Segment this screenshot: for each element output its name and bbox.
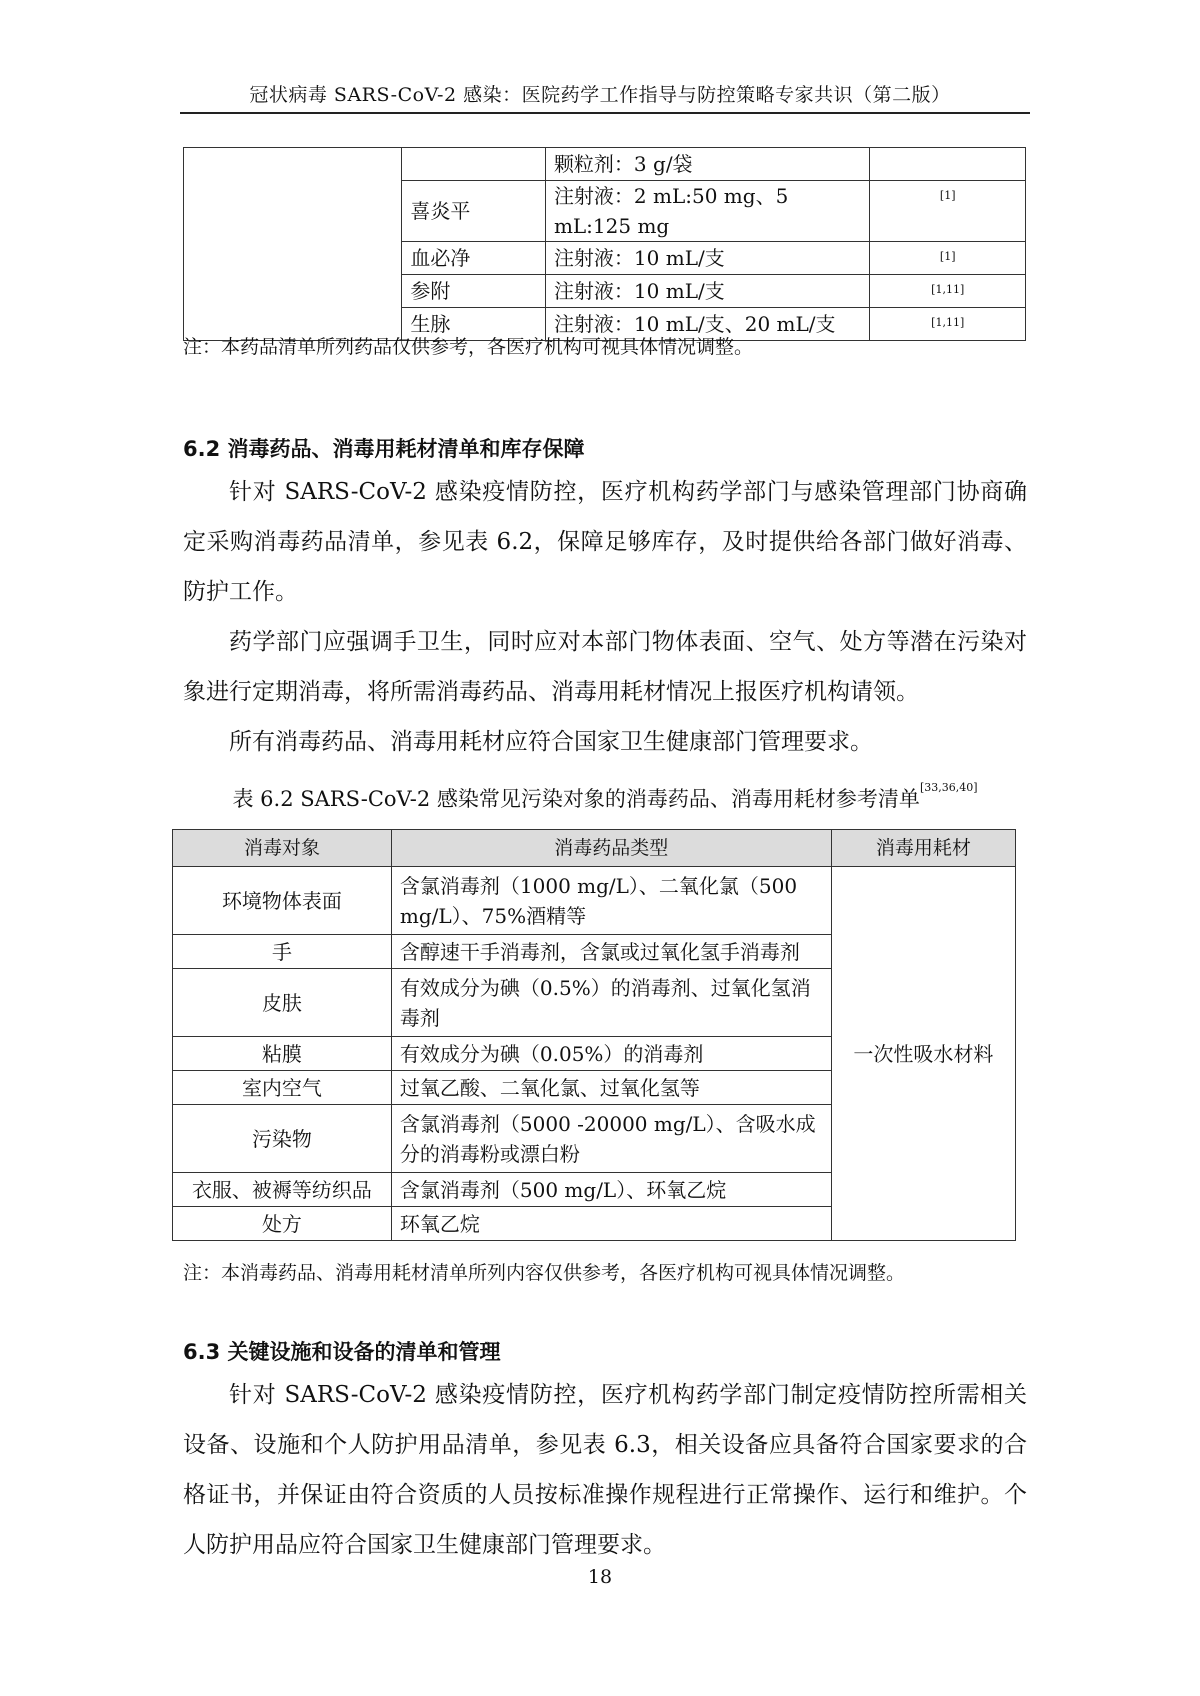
reference-cell: [1,11] xyxy=(870,308,1026,341)
running-header: 冠状病毒 SARS-CoV-2 感染：医院药学工作指导与防控策略专家共识（第二版） xyxy=(249,84,951,106)
drug-spec-cell: 注射液：10 mL/支 xyxy=(545,242,869,275)
object-cell: 处方 xyxy=(173,1207,392,1241)
drug-spec-cell: 注射液：10 mL/支 xyxy=(545,275,869,308)
table-header-row xyxy=(173,830,1016,867)
object-cell: 粘膜 xyxy=(173,1037,392,1071)
object-cell: 室内空气 xyxy=(173,1071,392,1105)
column-header: 消毒对象 xyxy=(173,830,392,867)
reference-cell: [1] xyxy=(870,181,1026,242)
drug-name-cell: 血必净 xyxy=(402,242,546,275)
reference-cell xyxy=(870,148,1026,181)
table-caption: 表 6.2 SARS-CoV-2 感染常见污染对象的消毒药品、消毒用耗材参考清单[33,36,40] xyxy=(232,781,978,811)
header-rule xyxy=(180,112,1030,114)
drug-name-cell: 参附 xyxy=(402,275,546,308)
table-note: 注：本消毒药品、消毒用耗材清单所列内容仅供参考，各医疗机构可视具体情况调整。 xyxy=(183,1262,906,1284)
medicine-cell: 含氯消毒剂（1000 mg/L）、二氧化氯（500 mg/L）、75%酒精等 xyxy=(391,867,831,935)
medicine-cell: 含氯消毒剂（500 mg/L）、环氧乙烷 xyxy=(391,1173,831,1207)
drug-spec-cell: 注射液：2 mL:50 mg、5 mL:125 mg xyxy=(545,181,869,242)
material-cell: 一次性吸水材料 xyxy=(831,867,1015,1241)
drug-table-continued xyxy=(183,147,1026,341)
drug-name-cell xyxy=(402,148,546,181)
medicine-cell: 有效成分为碘（0.5%）的消毒剂、过氧化氢消毒剂 xyxy=(391,969,831,1037)
section-heading: 6.2 消毒药品、消毒用耗材清单和库存保障 xyxy=(183,437,585,461)
page-number: 18 xyxy=(587,1566,613,1588)
paragraph: 所有消毒药品、消毒用耗材应符合国家卫生健康部门管理要求。 xyxy=(229,729,873,755)
paragraph: 针对 SARS-CoV-2 感染疫情防控，医疗机构药学部门与感染管理部门协商确定采购消毒药品清单，参见表 6.2，保障足够库存，及时提供给各部门做好消毒、防护工作。 xyxy=(183,479,1027,605)
table-note: 注：本药品清单所列药品仅供参考，各医疗机构可视具体情况调整。 xyxy=(183,336,754,358)
drug-name-cell: 喜炎平 xyxy=(402,181,546,242)
disinfectant-table xyxy=(172,829,1016,1241)
medicine-cell: 环氧乙烷 xyxy=(391,1207,831,1241)
object-cell: 手 xyxy=(173,935,392,969)
object-cell: 污染物 xyxy=(173,1105,392,1173)
reference-cell: [1] xyxy=(870,242,1026,275)
medicine-cell: 过氧乙酸、二氧化氯、过氧化氢等 xyxy=(391,1071,831,1105)
category-cell xyxy=(184,148,402,341)
medicine-cell: 有效成分为碘（0.05%）的消毒剂 xyxy=(391,1037,831,1071)
column-header: 消毒用耗材 xyxy=(831,830,1015,867)
reference-cell: [1,11] xyxy=(870,275,1026,308)
column-header: 消毒药品类型 xyxy=(391,830,831,867)
paragraph: 药学部门应强调手卫生，同时应对本部门物体表面、空气、处方等潜在污染对象进行定期消毒，将所需消毒药品、消毒用耗材情况上报医疗机构请领。 xyxy=(183,629,1027,705)
medicine-cell: 含醇速干手消毒剂，含氯或过氧化氢手消毒剂 xyxy=(391,935,831,969)
object-cell: 衣服、被褥等纺织品 xyxy=(173,1173,392,1207)
medicine-cell: 含氯消毒剂（5000 -20000 mg/L）、含吸水成分的消毒粉或漂白粉 xyxy=(391,1105,831,1173)
section-heading: 6.3 关键设施和设备的清单和管理 xyxy=(183,1340,501,1364)
drug-name-cell: 生脉 xyxy=(402,308,546,341)
table-row xyxy=(173,867,1016,935)
paragraph: 针对 SARS-CoV-2 感染疫情防控，医疗机构药学部门制定疫情防控所需相关设备、设施和个人防护用品清单，参见表 6.3，相关设备应具备符合国家要求的合格证书，并保证由符合资质的人员按标准操作规程进行正常操作、运行和维护。个人防护用品应符合国家卫生健康部门管理要求。 xyxy=(183,1382,1027,1558)
object-cell: 皮肤 xyxy=(173,969,392,1037)
drug-spec-cell: 注射液：10 mL/支、20 mL/支 xyxy=(545,308,869,341)
drug-spec-cell: 颗粒剂：3 g/袋 xyxy=(545,148,869,181)
table-row xyxy=(184,148,1026,181)
object-cell: 环境物体表面 xyxy=(173,867,392,935)
